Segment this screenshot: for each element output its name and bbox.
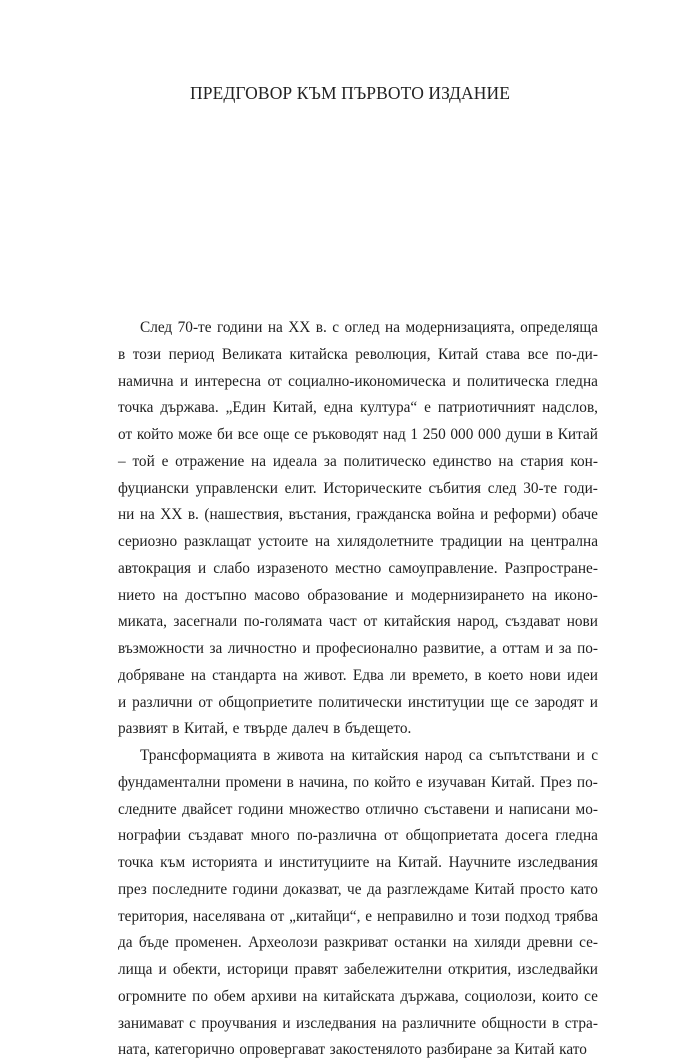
- text-line: сериозно разклащат устоите на хилядолетните традиции на централна: [118, 533, 598, 550]
- text-line: ни на XX в. (нашествия, въстания, гражданска война и реформи) обаче: [118, 506, 598, 524]
- text-line: от който може би все още се ръководят над 1 250 000 000 души в Китай: [118, 426, 598, 443]
- paragraph: [118, 315, 598, 743]
- text-line: нографии създават много по-различна от общоприетата досега гледна: [118, 827, 598, 845]
- text-line: фуциански управленски елит. Историческите събития след 30-те годи-: [118, 479, 598, 497]
- text-line: добряване на стандарта на живот. Едва ли времето, в което нови идеи: [118, 666, 598, 684]
- text-line: занимават с проучвания и изследвания на различните общности в стра-: [118, 1014, 598, 1032]
- text-line: автокрация и слабо изразеното местно самоуправление. Разпростране-: [118, 559, 598, 577]
- text-line: и различни от общоприетите политически институции ще се зародят и: [118, 693, 598, 711]
- text-line: намична и интересна от социално-икономическа и политическа гледна: [118, 372, 598, 390]
- text-line: След 70-те години на XX в. с оглед на модернизацията, определяща: [140, 319, 598, 336]
- text-line: – той е отражение на идеала за политическо единство на стария кон-: [118, 452, 598, 470]
- text-line: миката, засегнали по-голямата част от китайския народ, създават нови: [118, 613, 598, 631]
- text-line: през последните години доказват, че да разглеждаме Китай просто като: [118, 880, 598, 898]
- text-line: в този период Великата китайска революция, Китай става все по-ди-: [118, 345, 598, 363]
- text-line: да бъде променен. Археолози разкриват останки на хиляди древни се-: [118, 934, 598, 952]
- text-line: фундаментални промени в начина, по който е изучаван Китай. През по-: [118, 773, 598, 791]
- text-line: следните двайсет години множество отлично съставени и написани мо-: [118, 800, 598, 818]
- text-line: развият в Китай, е твърде далеч в бъдещето.: [118, 720, 412, 738]
- paragraph: [118, 743, 598, 1064]
- text-line: точка държава. „Един Китай, една култура“ е патриотичният надслов,: [118, 399, 598, 417]
- text-line: ната, категорично опровергават закостенялото разбиране за Китай като: [118, 1041, 587, 1059]
- text-line: лища и обекти, историци правят забележителни открития, изследвайки: [118, 961, 598, 978]
- text-line: огромните по обем архиви на китайската държава, социолози, които се: [118, 987, 598, 1005]
- text-line: точка към историята и институциите на Китай. Научните изследвания: [118, 854, 598, 871]
- text-line: нието на достъпно масово образование и модернизирането на иконо-: [118, 586, 598, 604]
- text-line: Трансформацията в живота на китайския народ са съпътствани и с: [140, 747, 598, 764]
- body-text: [118, 315, 598, 1064]
- text-line: възможности за личностно и професионално развитие, а оттам и за по-: [118, 640, 598, 657]
- page-title: ПРЕДГОВОР КЪМ ПЪРВОТО ИЗДАНИЕ: [190, 83, 510, 103]
- text-line: територия, населявана от „китайци“, е неправилно и този подход трябва: [118, 907, 598, 925]
